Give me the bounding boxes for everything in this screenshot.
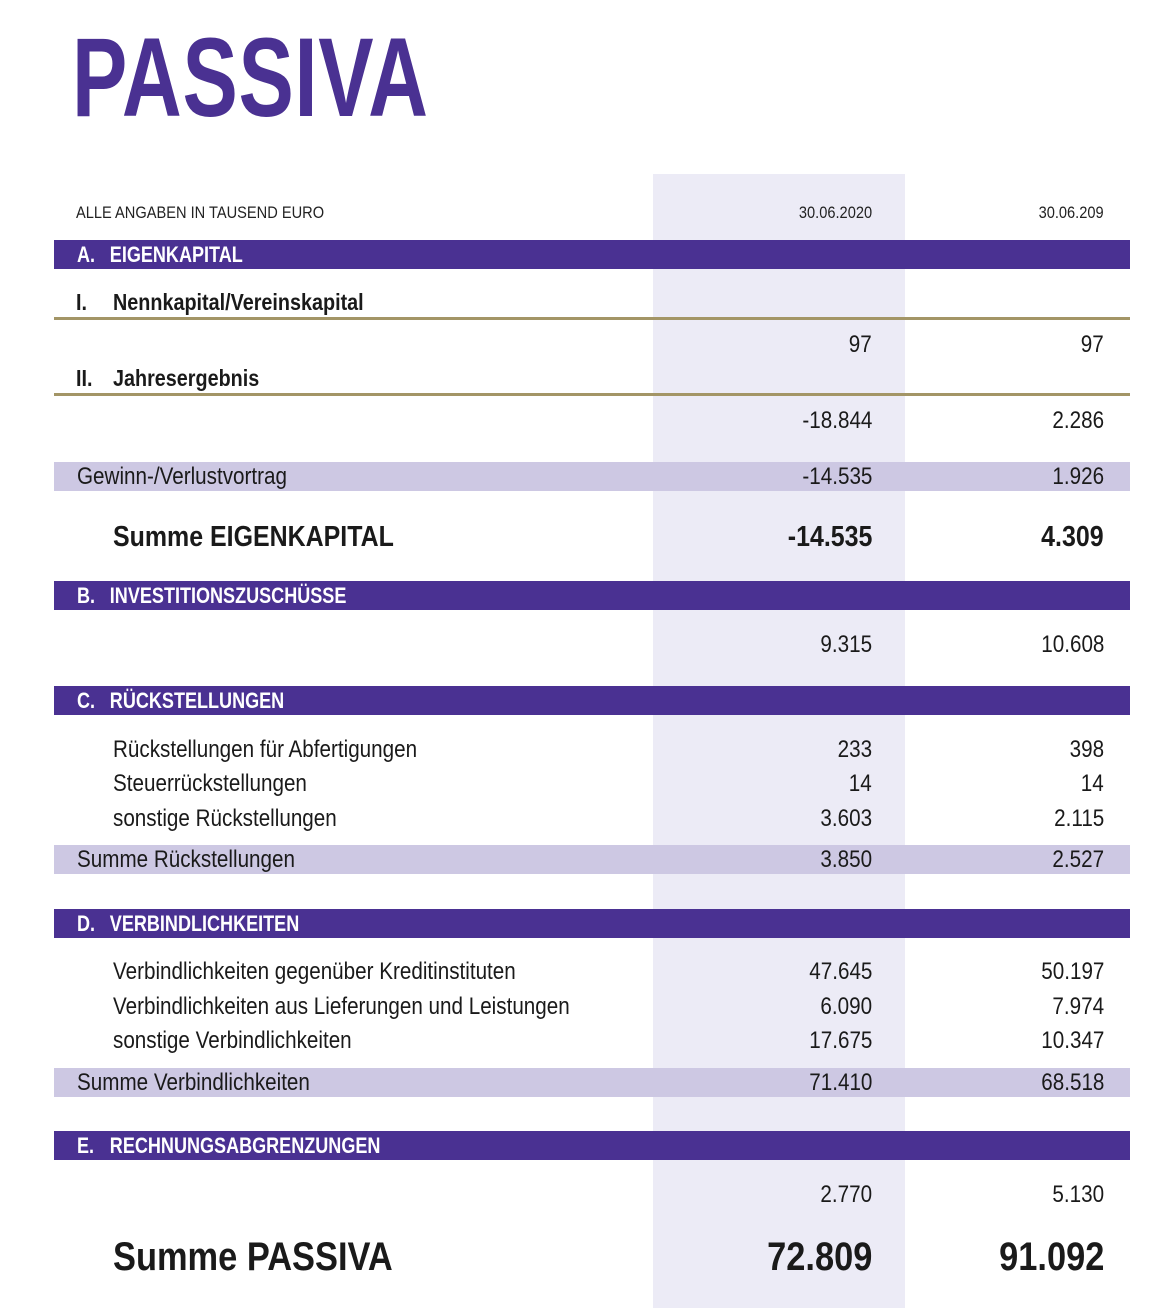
item-ii-value-2020: -18.844 [801,407,872,434]
total-liabilities-value-2019: 91.092 [998,1235,1104,1279]
item-i-number: I. [76,289,87,315]
section-letter: C. [77,688,96,713]
item-i-label: Nennkapital/Vereinskapital [113,289,364,315]
section-e-header [54,1131,1130,1160]
provision-label: Rückstellungen für Abfertigungen [113,736,418,763]
liability-value-2019: 50.197 [1040,958,1104,985]
section-label: RÜCKSTELLUNGEN [109,688,285,713]
section-letter: A. [77,242,96,267]
investment-grants-value-2020: 9.315 [820,631,872,658]
provisions-sum-label: Summe Rückstellungen [77,846,295,873]
liability-label: sonstige Verbindlichkeiten [113,1027,352,1054]
divider-rule [54,317,1130,320]
provisions-sum-value-2019: 2.527 [1052,846,1104,873]
provision-value-2020: 14 [849,770,872,797]
carry-forward-value-2020: -14.535 [801,463,872,490]
carry-forward-label: Gewinn-/Verlustvortrag [77,463,287,490]
liability-value-2019: 10.347 [1040,1027,1104,1054]
section-label: RECHNUNGSABGRENZUNGEN [109,1133,381,1158]
provision-value-2019: 2.115 [1053,805,1104,832]
unit-note: ALLE ANGABEN IN TAUSEND EURO [76,203,325,222]
section-label: INVESTITIONSZUSCHÜSSE [109,583,347,608]
liability-value-2020: 17.675 [808,1027,872,1054]
liabilities-sum-value-2020: 71.410 [808,1069,872,1096]
section-letter: E. [77,1133,95,1158]
accruals-value-2020: 2.770 [820,1181,872,1208]
item-ii-number: II. [76,365,93,391]
provision-value-2020: 233 [837,736,872,763]
provision-label: Steuerrückstellungen [113,770,307,797]
liabilities-sum-value-2019: 68.518 [1040,1069,1104,1096]
item-ii-value-2019: 2.286 [1052,407,1104,434]
item-i-value-2019: 97 [1081,331,1104,358]
provision-value-2020: 3.603 [820,805,872,832]
liability-label: Verbindlichkeiten gegenüber Kreditinstituten [113,958,516,985]
column-header-2019: 30.06.209 [1038,203,1104,222]
item-i-value-2020: 97 [849,331,872,358]
section-letter: D. [77,911,96,936]
equity-sum-label: Summe EIGENKAPITAL [113,521,394,553]
liabilities-sum-label: Summe Verbindlichkeiten [77,1069,310,1096]
column-header-2020: 30.06.2020 [798,203,872,222]
liability-value-2020: 47.645 [808,958,872,985]
section-label: EIGENKAPITAL [109,242,243,267]
total-liabilities-label: Summe PASSIVA [113,1235,393,1279]
section-label: VERBINDLICHKEITEN [109,911,300,936]
accruals-value-2019: 5.130 [1052,1181,1104,1208]
item-ii-label: Jahresergebnis [113,365,260,391]
total-liabilities-value-2020: 72.809 [766,1235,872,1279]
provisions-sum-value-2020: 3.850 [820,846,872,873]
equity-sum-value-2019: 4.309 [1041,521,1104,553]
carry-forward-value-2019: 1.926 [1052,463,1104,490]
liability-value-2020: 6.090 [820,993,872,1020]
provision-label: sonstige Rückstellungen [113,805,337,832]
section-a-header [54,240,1130,269]
section-b-header [54,581,1130,610]
divider-rule [54,393,1130,396]
provision-value-2019: 14 [1081,770,1104,797]
section-c-header [54,686,1130,715]
provision-value-2019: 398 [1069,736,1104,763]
liability-label: Verbindlichkeiten aus Lieferungen und Leistungen [113,993,570,1020]
equity-sum-value-2020: -14.535 [787,521,872,553]
section-letter: B. [77,583,96,608]
liability-value-2019: 7.974 [1052,993,1104,1020]
section-d-header [54,909,1130,938]
page-title: PASSIVA [72,15,429,140]
investment-grants-value-2019: 10.608 [1040,631,1104,658]
